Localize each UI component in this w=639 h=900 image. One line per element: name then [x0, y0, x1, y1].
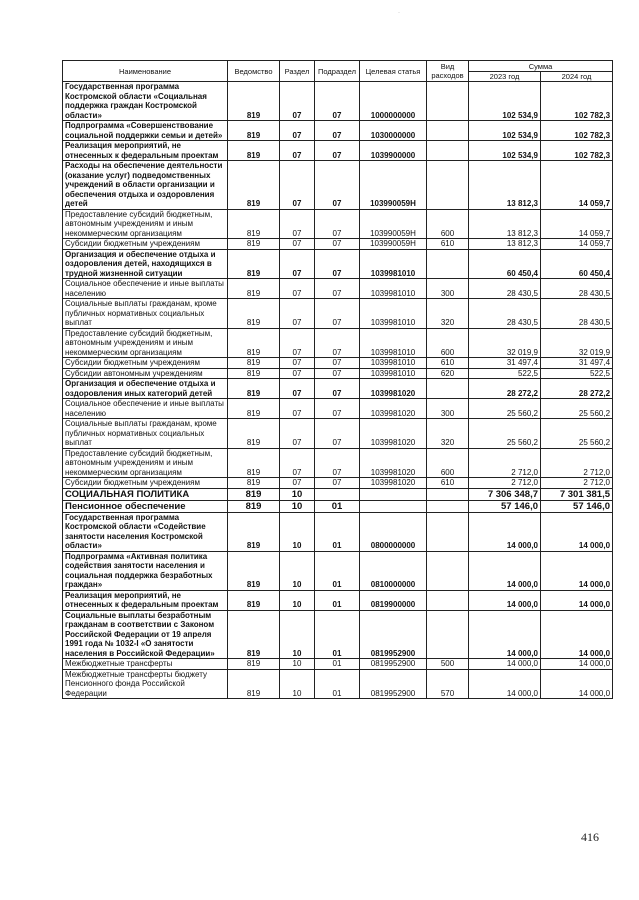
cell-podrazdel: 07 — [315, 141, 360, 161]
cell-sum-2023: 13 812,3 — [469, 209, 541, 239]
cell-vedomstvo: 819 — [228, 82, 280, 121]
cell-sum-2023: 13 812,3 — [469, 239, 541, 250]
table-row — [63, 399, 613, 419]
cell-sum-2024: 102 782,3 — [541, 82, 613, 121]
cell-name: СОЦИАЛЬНАЯ ПОЛИТИКА — [63, 488, 228, 500]
cell-vedomstvo: 819 — [228, 279, 280, 299]
cell-sum-2024: 31 497,4 — [541, 358, 613, 369]
cell-vedomstvo: 819 — [228, 399, 280, 419]
cell-razdel: 07 — [280, 448, 315, 478]
table-row — [63, 358, 613, 369]
cell-name: Реализация мероприятий, не отнесенных к федеральным проектам — [63, 141, 228, 161]
table-row — [63, 299, 613, 329]
cell-sum-2023: 102 534,9 — [469, 82, 541, 121]
cell-razdel: 07 — [280, 82, 315, 121]
cell-razdel: 10 — [280, 610, 315, 659]
cell-vid-raskhodov: 610 — [427, 478, 469, 489]
cell-vedomstvo: 819 — [228, 299, 280, 329]
cell-sum-2024: 28 430,5 — [541, 299, 613, 329]
cell-razdel: 10 — [280, 659, 315, 670]
cell-sum-2024: 2 712,0 — [541, 448, 613, 478]
cell-podrazdel: 07 — [315, 82, 360, 121]
cell-vedomstvo: 819 — [228, 161, 280, 210]
cell-tselevaya-statya: 0819952900 — [360, 610, 427, 659]
cell-vid-raskhodov — [427, 82, 469, 121]
cell-razdel: 07 — [280, 358, 315, 369]
cell-name: Субсидии бюджетным учреждениям — [63, 239, 228, 250]
table-row — [63, 379, 613, 399]
table-row — [63, 419, 613, 449]
cell-tselevaya-statya: 1039981020 — [360, 399, 427, 419]
budget-table — [62, 60, 613, 699]
cell-vedomstvo: 819 — [228, 659, 280, 670]
cell-vedomstvo: 819 — [228, 141, 280, 161]
header-summa: Сумма — [469, 61, 613, 72]
table-row — [63, 239, 613, 250]
cell-tselevaya-statya: 1039981010 — [360, 328, 427, 358]
cell-sum-2023: 31 497,4 — [469, 358, 541, 369]
cell-name: Государственная программа Костромской области «Социальная поддержка граждан Костромской области» — [63, 82, 228, 121]
cell-vid-raskhodov: 620 — [427, 368, 469, 379]
cell-sum-2023: 28 272,2 — [469, 379, 541, 399]
table-row — [63, 512, 613, 551]
cell-sum-2023: 14 000,0 — [469, 590, 541, 610]
cell-vid-raskhodov — [427, 610, 469, 659]
table-row — [63, 121, 613, 141]
cell-razdel: 10 — [280, 551, 315, 590]
table-row — [63, 161, 613, 210]
cell-tselevaya-statya: 1039981010 — [360, 279, 427, 299]
cell-tselevaya-statya: 1039981010 — [360, 249, 427, 279]
table-row — [63, 249, 613, 279]
cell-podrazdel: 07 — [315, 279, 360, 299]
cell-sum-2024: 14 000,0 — [541, 610, 613, 659]
cell-name: Субсидии бюджетным учреждениям — [63, 358, 228, 369]
cell-sum-2023: 7 306 348,7 — [469, 488, 541, 500]
cell-razdel: 07 — [280, 368, 315, 379]
cell-podrazdel: 01 — [315, 610, 360, 659]
cell-sum-2024: 14 000,0 — [541, 590, 613, 610]
cell-vid-raskhodov: 610 — [427, 239, 469, 250]
cell-vid-raskhodov: 570 — [427, 669, 469, 699]
table-body — [63, 82, 613, 699]
cell-vedomstvo: 819 — [228, 551, 280, 590]
cell-vedomstvo: 819 — [228, 590, 280, 610]
cell-razdel: 10 — [280, 500, 315, 512]
cell-sum-2023: 28 430,5 — [469, 279, 541, 299]
cell-vedomstvo: 819 — [228, 610, 280, 659]
cell-podrazdel: 07 — [315, 448, 360, 478]
cell-tselevaya-statya: 1000000000 — [360, 82, 427, 121]
cell-tselevaya-statya — [360, 500, 427, 512]
cell-razdel: 07 — [280, 279, 315, 299]
table-row — [63, 488, 613, 500]
cell-sum-2024: 14 000,0 — [541, 551, 613, 590]
table-row — [63, 279, 613, 299]
cell-vedomstvo: 819 — [228, 419, 280, 449]
cell-sum-2023: 13 812,3 — [469, 161, 541, 210]
header-tselevaya-statya: Целевая статья — [360, 61, 427, 82]
cell-razdel: 07 — [280, 121, 315, 141]
cell-sum-2023: 14 000,0 — [469, 512, 541, 551]
cell-tselevaya-statya: 1039981020 — [360, 419, 427, 449]
cell-name: Организация и обеспечение отдыха и оздоровления детей, находящихся в трудной жизненной ситуации — [63, 249, 228, 279]
table-row — [63, 590, 613, 610]
table-row — [63, 448, 613, 478]
cell-vid-raskhodov — [427, 121, 469, 141]
table-row — [63, 328, 613, 358]
cell-vid-raskhodov: 600 — [427, 328, 469, 358]
cell-razdel: 10 — [280, 512, 315, 551]
cell-name: Реализация мероприятий, не отнесенных к федеральным проектам — [63, 590, 228, 610]
table-row — [63, 82, 613, 121]
cell-sum-2024: 7 301 381,5 — [541, 488, 613, 500]
cell-vid-raskhodov — [427, 512, 469, 551]
cell-name: Пенсионное обеспечение — [63, 500, 228, 512]
cell-vid-raskhodov — [427, 379, 469, 399]
header-vedomstvo: Ведомство — [228, 61, 280, 82]
cell-tselevaya-statya: 1039981010 — [360, 299, 427, 329]
cell-razdel: 07 — [280, 161, 315, 210]
cell-vid-raskhodov: 300 — [427, 399, 469, 419]
cell-name: Социальное обеспечение и иные выплаты населению — [63, 279, 228, 299]
cell-vedomstvo: 819 — [228, 368, 280, 379]
page-number: 416 — [581, 830, 599, 844]
cell-podrazdel: 07 — [315, 478, 360, 489]
cell-sum-2024: 28 272,2 — [541, 379, 613, 399]
cell-vid-raskhodov — [427, 161, 469, 210]
cell-sum-2023: 60 450,4 — [469, 249, 541, 279]
cell-podrazdel: 07 — [315, 368, 360, 379]
cell-podrazdel: 07 — [315, 209, 360, 239]
table-row — [63, 610, 613, 659]
table-row — [63, 659, 613, 670]
cell-name: Подпрограмма «Совершенствование социальной поддержки семьи и детей» — [63, 121, 228, 141]
cell-sum-2023: 32 019,9 — [469, 328, 541, 358]
cell-razdel: 10 — [280, 488, 315, 500]
cell-name: Государственная программа Костромской области «Содействие занятости населения Костромской области» — [63, 512, 228, 551]
cell-sum-2023: 14 000,0 — [469, 610, 541, 659]
cell-name: Социальные выплаты гражданам, кроме публичных нормативных социальных выплат — [63, 419, 228, 449]
cell-name: Предоставление субсидий бюджетным, автономным учреждениям и иным некоммерческим организациям — [63, 448, 228, 478]
cell-podrazdel: 01 — [315, 659, 360, 670]
cell-podrazdel: 07 — [315, 249, 360, 279]
cell-name: Социальные выплаты безработным гражданам в соответствии с Законом Российской Федерации от 19 апреля 1991 года № 1032-I «О занятости населения в Российской Федерации» — [63, 610, 228, 659]
cell-podrazdel: 07 — [315, 299, 360, 329]
cell-vedomstvo: 819 — [228, 669, 280, 699]
cell-sum-2024: 2 712,0 — [541, 478, 613, 489]
cell-sum-2024: 60 450,4 — [541, 249, 613, 279]
cell-podrazdel: 07 — [315, 121, 360, 141]
cell-sum-2024: 14 000,0 — [541, 659, 613, 670]
table-row — [63, 368, 613, 379]
cell-vid-raskhodov — [427, 590, 469, 610]
cell-sum-2024: 25 560,2 — [541, 399, 613, 419]
cell-name: Предоставление субсидий бюджетным, автономным учреждениям и иным некоммерческим организациям — [63, 209, 228, 239]
cell-razdel: 07 — [280, 209, 315, 239]
cell-sum-2024: 25 560,2 — [541, 419, 613, 449]
cell-vid-raskhodov: 610 — [427, 358, 469, 369]
cell-podrazdel: 07 — [315, 379, 360, 399]
cell-sum-2023: 57 146,0 — [469, 500, 541, 512]
cell-name: Межбюджетные трансферты бюджету Пенсионного фонда Российской Федерации — [63, 669, 228, 699]
cell-tselevaya-statya: 0819952900 — [360, 669, 427, 699]
cell-vid-raskhodov: 600 — [427, 448, 469, 478]
cell-vedomstvo: 819 — [228, 488, 280, 500]
cell-vedomstvo: 819 — [228, 500, 280, 512]
cell-vid-raskhodov — [427, 488, 469, 500]
cell-name: Расходы на обеспечение деятельности (оказание услуг) подведомственных учреждений в области организации и обеспечения отдыха и оздоровления детей — [63, 161, 228, 210]
cell-razdel: 10 — [280, 590, 315, 610]
cell-podrazdel: 01 — [315, 551, 360, 590]
cell-sum-2023: 14 000,0 — [469, 669, 541, 699]
table-row — [63, 669, 613, 699]
cell-podrazdel: 07 — [315, 399, 360, 419]
cell-tselevaya-statya — [360, 488, 427, 500]
cell-tselevaya-statya: 1030000000 — [360, 121, 427, 141]
cell-vid-raskhodov: 600 — [427, 209, 469, 239]
cell-sum-2023: 25 560,2 — [469, 419, 541, 449]
cell-vedomstvo: 819 — [228, 239, 280, 250]
header-vid-raskhodov: Вид расходов — [427, 61, 469, 82]
cell-vid-raskhodov: 500 — [427, 659, 469, 670]
cell-tselevaya-statya: 103990059Н — [360, 161, 427, 210]
cell-razdel: 07 — [280, 249, 315, 279]
cell-sum-2024: 14 000,0 — [541, 512, 613, 551]
cell-sum-2023: 14 000,0 — [469, 659, 541, 670]
cell-tselevaya-statya: 103990059Н — [360, 209, 427, 239]
cell-vedomstvo: 819 — [228, 209, 280, 239]
cell-name: Субсидии автономным учреждениям — [63, 368, 228, 379]
cell-tselevaya-statya: 1039981010 — [360, 368, 427, 379]
cell-podrazdel: 07 — [315, 328, 360, 358]
cell-sum-2024: 28 430,5 — [541, 279, 613, 299]
header-name: Наименование — [63, 61, 228, 82]
header-podrazdel: Подраздел — [315, 61, 360, 82]
cell-name: Подпрограмма «Активная политика содействия занятости населения и социальная поддержка безработных граждан» — [63, 551, 228, 590]
cell-podrazdel: 01 — [315, 512, 360, 551]
cell-vedomstvo: 819 — [228, 478, 280, 489]
cell-sum-2023: 14 000,0 — [469, 551, 541, 590]
cell-tselevaya-statya: 1039981020 — [360, 379, 427, 399]
cell-tselevaya-statya: 0810000000 — [360, 551, 427, 590]
cell-vid-raskhodov — [427, 500, 469, 512]
cell-name: Социальные выплаты гражданам, кроме публичных нормативных социальных выплат — [63, 299, 228, 329]
cell-name: Межбюджетные трансферты — [63, 659, 228, 670]
cell-sum-2023: 2 712,0 — [469, 478, 541, 489]
cell-sum-2023: 28 430,5 — [469, 299, 541, 329]
cell-razdel: 07 — [280, 141, 315, 161]
cell-tselevaya-statya: 1039981010 — [360, 358, 427, 369]
cell-sum-2023: 522,5 — [469, 368, 541, 379]
cell-name: Предоставление субсидий бюджетным, автономным учреждениям и иным некоммерческим организациям — [63, 328, 228, 358]
cell-podrazdel: 07 — [315, 161, 360, 210]
cell-tselevaya-statya: 0819900000 — [360, 590, 427, 610]
cell-sum-2024: 102 782,3 — [541, 121, 613, 141]
header-razdel: Раздел — [280, 61, 315, 82]
cell-vedomstvo: 819 — [228, 512, 280, 551]
cell-razdel: 10 — [280, 669, 315, 699]
header-year-2023: 2023 год — [469, 72, 541, 82]
cell-podrazdel: 01 — [315, 669, 360, 699]
cell-razdel: 07 — [280, 379, 315, 399]
cell-vid-raskhodov: 300 — [427, 279, 469, 299]
cell-tselevaya-statya: 0800000000 — [360, 512, 427, 551]
cell-sum-2024: 102 782,3 — [541, 141, 613, 161]
cell-tselevaya-statya: 1039981020 — [360, 478, 427, 489]
cell-sum-2024: 14 000,0 — [541, 669, 613, 699]
cell-podrazdel: 07 — [315, 358, 360, 369]
cell-razdel: 07 — [280, 419, 315, 449]
cell-vid-raskhodov: 320 — [427, 299, 469, 329]
cell-sum-2024: 14 059,7 — [541, 161, 613, 210]
cell-sum-2023: 102 534,9 — [469, 141, 541, 161]
cell-sum-2024: 57 146,0 — [541, 500, 613, 512]
cell-vedomstvo: 819 — [228, 249, 280, 279]
cell-podrazdel: 07 — [315, 419, 360, 449]
cell-razdel: 07 — [280, 478, 315, 489]
cell-razdel: 07 — [280, 399, 315, 419]
cell-razdel: 07 — [280, 239, 315, 250]
table-row — [63, 141, 613, 161]
cell-sum-2023: 25 560,2 — [469, 399, 541, 419]
cell-podrazdel — [315, 488, 360, 500]
cell-razdel: 07 — [280, 328, 315, 358]
cell-vedomstvo: 819 — [228, 121, 280, 141]
cell-sum-2024: 14 059,7 — [541, 209, 613, 239]
table-row — [63, 551, 613, 590]
cell-vedomstvo: 819 — [228, 358, 280, 369]
table-row — [63, 209, 613, 239]
cell-name: Субсидии бюджетным учреждениям — [63, 478, 228, 489]
table-row — [63, 478, 613, 489]
cell-vedomstvo: 819 — [228, 328, 280, 358]
cell-sum-2023: 2 712,0 — [469, 448, 541, 478]
cell-sum-2024: 522,5 — [541, 368, 613, 379]
cell-name: Социальное обеспечение и иные выплаты населению — [63, 399, 228, 419]
cell-tselevaya-statya: 1039981020 — [360, 448, 427, 478]
cell-podrazdel: 01 — [315, 590, 360, 610]
cell-sum-2024: 14 059,7 — [541, 239, 613, 250]
cell-name: Организация и обеспечение отдыха и оздоровления иных категорий детей — [63, 379, 228, 399]
cell-tselevaya-statya: 0819952900 — [360, 659, 427, 670]
cell-vid-raskhodov — [427, 249, 469, 279]
cell-vid-raskhodov — [427, 551, 469, 590]
cell-tselevaya-statya: 103990059Н — [360, 239, 427, 250]
scan-mark: · — [398, 10, 400, 16]
cell-vedomstvo: 819 — [228, 379, 280, 399]
table-row — [63, 500, 613, 512]
cell-sum-2024: 32 019,9 — [541, 328, 613, 358]
cell-vid-raskhodov — [427, 141, 469, 161]
cell-vedomstvo: 819 — [228, 448, 280, 478]
cell-sum-2023: 102 534,9 — [469, 121, 541, 141]
cell-vid-raskhodov: 320 — [427, 419, 469, 449]
table-header — [63, 61, 613, 82]
cell-podrazdel: 07 — [315, 239, 360, 250]
cell-tselevaya-statya: 1039900000 — [360, 141, 427, 161]
header-year-2024: 2024 год — [541, 72, 613, 82]
cell-razdel: 07 — [280, 299, 315, 329]
cell-podrazdel: 01 — [315, 500, 360, 512]
